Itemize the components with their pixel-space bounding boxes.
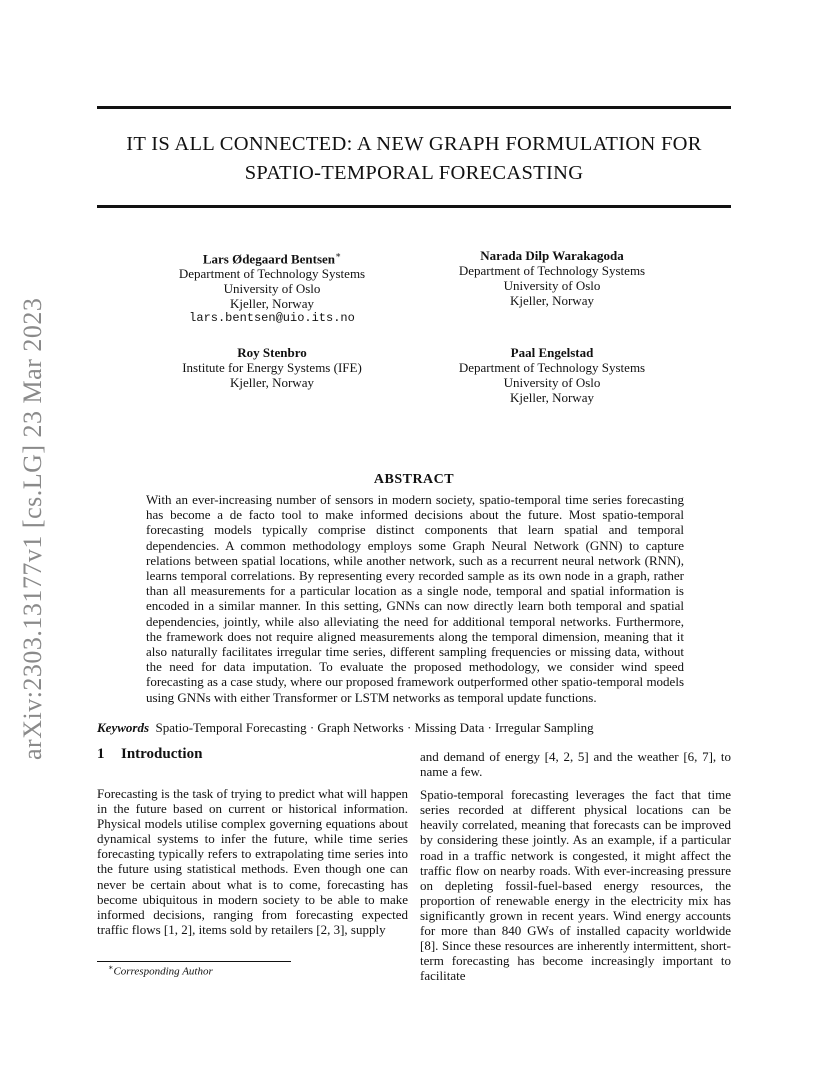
- author-affiliation: University of Oslo: [503, 278, 601, 293]
- arxiv-stamp: arXiv:2303.13177v1 [cs.LG] 23 Mar 2023: [18, 297, 47, 760]
- title-bottom-rule: [97, 205, 731, 208]
- author-name: Lars Ødegaard Bentsen∗: [202, 250, 342, 267]
- left-column: [97, 786, 408, 945]
- author-affiliation: Department of Technology Systems: [458, 360, 646, 375]
- author-affiliation: Kjeller, Norway: [510, 293, 594, 308]
- section-number: 1: [97, 746, 105, 762]
- author-block-2: [407, 248, 697, 308]
- author-block-3: [127, 345, 417, 390]
- footnote-text: Corresponding Author: [113, 965, 213, 978]
- author-name: Roy Stenbro: [237, 345, 307, 360]
- paragraph: Forecasting is the task of trying to predict what will happen in the future based on current or historical information. Physical models utilise complex governing equations about dynamical systems to infer the future, while time series forecasting typically refers to extrapolating time series into the future using statistical methods. Even though one can never be certain about what is to come, forecasting has become ubiquitous in modern society to be able to make informed decisions, ranging from forecasting expected traffic flows [1, 2], items sold by retailers [2, 3], supply: [97, 786, 408, 937]
- section-heading: [97, 746, 202, 763]
- footnote: [108, 963, 213, 978]
- right-column: [420, 749, 731, 991]
- abstract-text: With an ever-increasing number of sensors in modern society, spatio-temporal time series forecasting has become a de facto tool to make informed decisions about the future. Most spatio-temporal forecasting models typically comprise distinct components that learn spatial and temporal dependencies. A common methodology employs some Graph Neural Network (GNN) to capture relations between spatial locations, while another network, such as a recurrent neural network (RNN), learns temporal correlations. By representing every recorded sample as its own node in a graph, rather than all measurements for a particular location as a single node, temporal and spatial information is encoded in a similar manner. In this setting, GNNs can now directly learn both temporal and spatial dependencies, jointly, while also alleviating the need for additional temporal networks. Furthermore, the framework does not require aligned measurements along the temporal dimension, meaning that it also naturally facilitates irregular time series, different sampling frequencies or missing data, without the need for data imputation. To evaluate the proposed methodology, we consider wind speed forecasting as a case study, where our proposed framework outperformed other spatio-temporal models using GNNs with either Transformer or LSTM networks as temporal update functions.: [146, 492, 684, 705]
- paragraph: Spatio-temporal forecasting leverages the fact that time series recorded at different physical locations can be heavily correlated, meaning that forecasts can be improved by considering these jointly. As an example, if a particular road in a traffic network is congested, it might affect the traffic flow on nearby roads. With ever-increasing pressure on depleting fossil-fuel-based energy resources, the proportion of renewable energy in the electricity mix has significantly grown in recent years. Wind energy accounts for more than 840 GWs of installed capacity worldwide [8]. Since these resources are inherently intermittent, short-term forecasting has become increasingly important to facilitate: [420, 787, 731, 984]
- author-affiliation: University of Oslo: [223, 281, 321, 297]
- author-name: Paal Engelstad: [510, 345, 594, 360]
- paragraph: and demand of energy [4, 2, 5] and the weather [6, 7], to name a few.: [420, 749, 731, 780]
- author-affiliation: Department of Technology Systems: [178, 266, 366, 282]
- author-affiliation: Kjeller, Norway: [510, 390, 594, 405]
- paper-title: [97, 130, 731, 188]
- author-affiliation: Kjeller, Norway: [230, 375, 314, 390]
- author-block-4: [407, 345, 697, 405]
- section-title: Introduction: [121, 746, 203, 762]
- author-affiliation: University of Oslo: [503, 375, 601, 390]
- author-affiliation: Department of Technology Systems: [458, 263, 646, 278]
- top-rule: [97, 106, 731, 109]
- author-email[interactable]: lars.bentsen@uio.its.no: [189, 311, 355, 326]
- footnote-rule: [97, 961, 291, 962]
- title-line-1: IT IS ALL CONNECTED: A NEW GRAPH FORMULATION FOR: [126, 133, 702, 155]
- title-line-2: SPATIO-TEMPORAL FORECASTING: [244, 162, 584, 184]
- keywords-label: Keywords: [97, 720, 149, 735]
- author-affiliation: Institute for Energy Systems (IFE): [182, 360, 362, 375]
- footnote-mark: ∗: [108, 963, 114, 972]
- keywords-text: Spatio-Temporal Forecasting · Graph Networks · Missing Data · Irregular Sampling: [155, 720, 594, 735]
- author-block-1: [127, 248, 417, 326]
- author-affiliation: Kjeller, Norway: [230, 296, 314, 312]
- author-name: Narada Dilp Warakagoda: [480, 248, 624, 263]
- keywords-line: [97, 720, 731, 735]
- abstract-heading: ABSTRACT: [373, 472, 455, 487]
